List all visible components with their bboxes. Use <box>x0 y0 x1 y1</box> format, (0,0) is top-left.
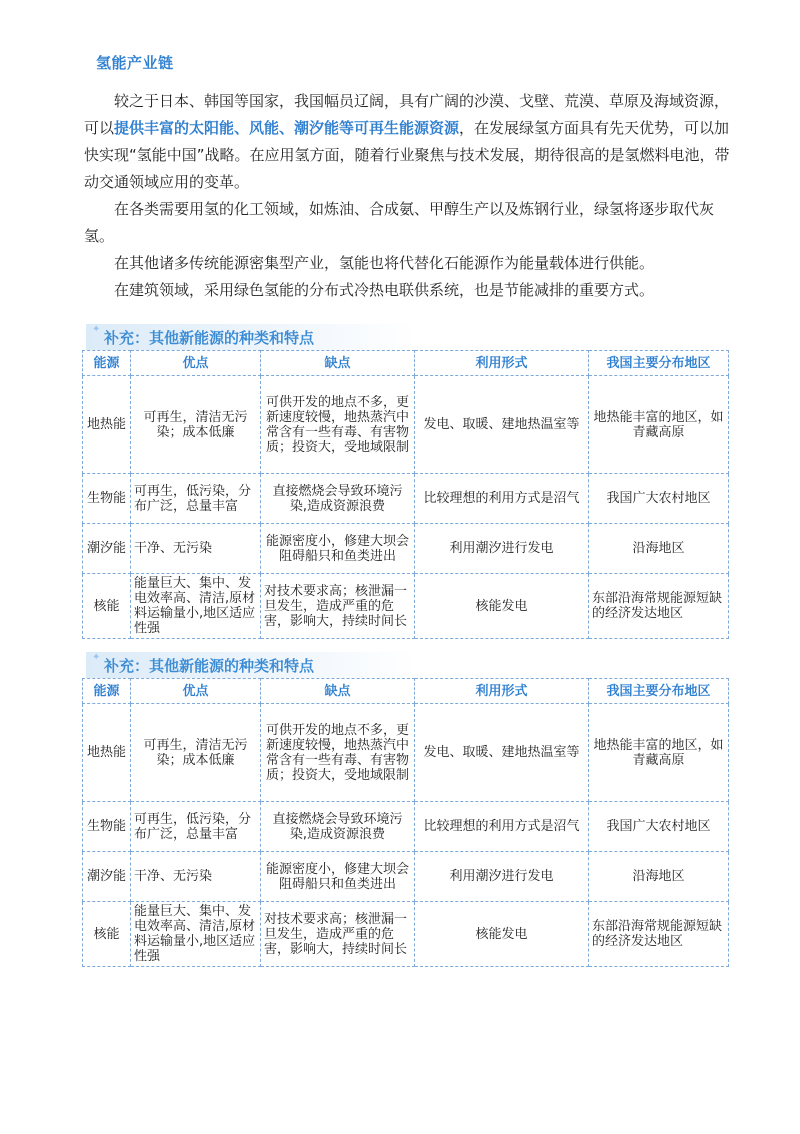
header-cell: 优点 <box>131 351 261 376</box>
header-cell: 我国主要分布地区 <box>589 679 729 704</box>
table-cell: 利用潮汐进行发电 <box>415 852 589 902</box>
table-cell: 可再生，低污染，分布广泛，总量丰富 <box>131 802 261 852</box>
table-cell: 地热能丰富的地区，如青藏高原 <box>589 376 729 474</box>
table-cell: 可再生，低污染，分布广泛，总量丰富 <box>131 474 261 524</box>
table-cell: 可再生，清洁无污染；成本低廉 <box>131 376 261 474</box>
table-cell: 沿海地区 <box>589 852 729 902</box>
table-cell: 直接燃烧会导致环境污染,造成资源浪费 <box>261 802 415 852</box>
table-cell: 发电、取暖、建地热温室等 <box>415 704 589 802</box>
table-cell: 干净、无污染 <box>131 852 261 902</box>
header-cell: 缺点 <box>261 351 415 376</box>
table-cell: 东部沿海常规能源短缺的经济发达地区 <box>589 574 729 639</box>
paragraph-1-highlight: 提供丰富的太阳能、风能、潮汐能等可再生能源资源 <box>114 119 460 137</box>
table-title-banner <box>86 652 416 678</box>
table-cell: 潮汐能 <box>83 524 131 574</box>
paragraph-1 <box>84 88 730 196</box>
paragraph-1-text: 较之于日本、韩国等国家，我国幅员辽阔，具有广阔的沙漠、戈壁、荒漠、草原及海域资源，可以 <box>84 92 730 137</box>
paragraph-2: 在各类需要用氢的化工领域，如炼油、合成氨、甲醇生产以及炼钢行业，绿氢将逐步取代灰氢。 <box>84 200 715 245</box>
sparkle-icon: ✦ <box>92 324 101 335</box>
header-cell: 优点 <box>131 679 261 704</box>
table-row <box>83 852 729 902</box>
table-cell: 沿海地区 <box>589 524 729 574</box>
paragraph-4: 在建筑领域，采用绿色氢能的分布式冷热电联供系统，也是节能减排的重要方式。 <box>114 281 655 299</box>
table-cell: 发电、取暖、建地热温室等 <box>415 376 589 474</box>
table-title: 补充：其他新能源的种类和特点 <box>104 329 315 347</box>
table-row <box>83 474 729 524</box>
table-cell: 核能 <box>83 574 131 639</box>
table-row <box>83 574 729 639</box>
table-cell: 我国广大农村地区 <box>589 802 729 852</box>
table-header-row <box>83 351 729 376</box>
header-cell: 利用形式 <box>415 351 589 376</box>
table-cell: 比较理想的利用方式是沼气 <box>415 802 589 852</box>
table-cell: 干净、无污染 <box>131 524 261 574</box>
table-cell: 可再生，清洁无污染；成本低廉 <box>131 704 261 802</box>
header-cell: 我国主要分布地区 <box>589 351 729 376</box>
table-row <box>83 802 729 852</box>
table-cell: 能量巨大、集中、发电效率高、清洁,原材料运输量小,地区适应性强 <box>131 902 261 967</box>
table-cell: 核能 <box>83 902 131 967</box>
table-cell: 潮汐能 <box>83 852 131 902</box>
table-cell: 核能发电 <box>415 902 589 967</box>
table-cell: 可供开发的地点不多，更新速度较慢，地热蒸汽中常含有一些有毒、有害物质；投资大，受地域限制 <box>261 704 415 802</box>
table-cell: 能量巨大、集中、发电效率高、清洁,原材料运输量小,地区适应性强 <box>131 574 261 639</box>
table-cell: 地热能丰富的地区，如青藏高原 <box>589 704 729 802</box>
table-row <box>83 524 729 574</box>
table-title: 补充：其他新能源的种类和特点 <box>104 657 315 675</box>
paragraph-3: 在其他诸多传统能源密集型产业，氢能也将代替化石能源作为能量载体进行供能。 <box>114 254 655 272</box>
table-cell: 可供开发的地点不多，更新速度较慢，地热蒸汽中常含有一些有毒、有害物质；投资大，受地域限制 <box>261 376 415 474</box>
table-cell: 利用潮汐进行发电 <box>415 524 589 574</box>
table-cell: 我国广大农村地区 <box>589 474 729 524</box>
energy-table <box>82 350 729 639</box>
table-cell: 生物能 <box>83 802 131 852</box>
table-row <box>83 902 729 967</box>
table-cell: 地热能 <box>83 704 131 802</box>
table-cell: 地热能 <box>83 376 131 474</box>
table-row <box>83 704 729 802</box>
table-cell: 生物能 <box>83 474 131 524</box>
header-cell: 利用形式 <box>415 679 589 704</box>
table-cell: 对技术要求高；核泄漏一旦发生，造成严重的危害，影响大，持续时间长 <box>261 574 415 639</box>
table-cell: 能源密度小，修建大坝会阻碍船只和鱼类进出 <box>261 524 415 574</box>
table-title-banner <box>86 324 416 350</box>
energy-table <box>82 678 729 967</box>
table-row <box>83 376 729 474</box>
table-cell: 比较理想的利用方式是沼气 <box>415 474 589 524</box>
section-title: 氢能产业链 <box>96 54 174 72</box>
header-cell: 能源 <box>83 679 131 704</box>
table-cell: 对技术要求高；核泄漏一旦发生，造成严重的危害，影响大，持续时间长 <box>261 902 415 967</box>
table-cell: 核能发电 <box>415 574 589 639</box>
sparkle-icon: ✦ <box>92 652 101 663</box>
header-cell: 能源 <box>83 351 131 376</box>
table-header-row <box>83 679 729 704</box>
header-cell: 缺点 <box>261 679 415 704</box>
table-cell: 东部沿海常规能源短缺的经济发达地区 <box>589 902 729 967</box>
table-cell: 能源密度小，修建大坝会阻碍船只和鱼类进出 <box>261 852 415 902</box>
paragraph-1-tail: ，在发展绿氢方面具有先天优势，可以加快实现“氢能中国”战略。在应用氢方面，随着行业聚焦与技术发展，期待很高的是氢燃料电池，带动交通领域应用的变革。 <box>84 119 730 191</box>
table-cell: 直接燃烧会导致环境污染,造成资源浪费 <box>261 474 415 524</box>
